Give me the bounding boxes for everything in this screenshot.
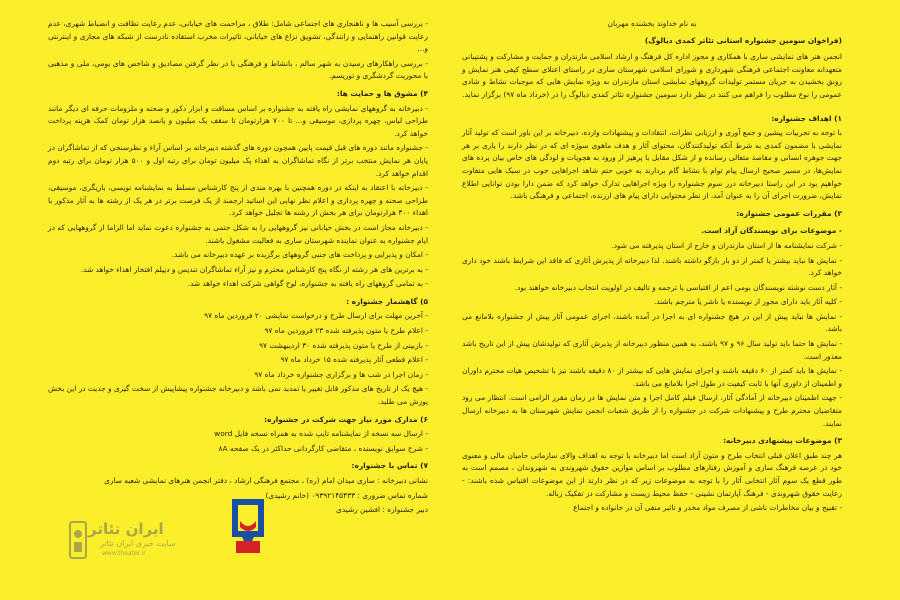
list-item: - جهت اطمینان دبیرخانه از آمادگی آثار، ارسال فیلم کامل اجرا و متن نمایش ها در زمان مقرر الزامی است. انتظار می رود متقاضیان محترم طرح و پیشنهادات شرکت در جشنواره را از طریق شعبات انجمن نمایش شهرستان ها به دبیرخانه ارسال نمایند.: [462, 393, 842, 428]
section-5-title: ۵) گاهشمار جشنواره :: [346, 296, 428, 306]
site-watermark: [66, 518, 196, 564]
section-1-title: ۱) اهداف جشنواره:: [771, 113, 842, 123]
list-item: - بررسی راهکارهای رسیدن به شهر سالم ، بانشاط و فرهنگی با در نظر گرفتن مصادیق و شاخص های بومی، ملی و مذهبی با محوریت گردشگری و توریسم.: [48, 58, 428, 81]
logo-icon: [228, 497, 268, 557]
intro-paragraph: انجمن هنر های نمایشی ساری با همکاری و مجوز اداره کل فرهنگ و ارشاد اسلامی مازندران و حمایت و مشارکت و پشتیبانی متعهدانه معاونت اجتماعی فرهنگی شهرداری و شورای اسلامی شهرستان ساری در راستای اعتلای سطح کیفی هنر نمایش و رونق بخشیدن به جریان مستمر تولیدات گروههای نمایشی استان مازندران به ویژه نمایش هایی که موجبات نشاط و شادی عمومی را نوع مطلوب را فراهم می کنند در نظر دارد سومین جشنواره تئاتر کمدی دیالوگ را در (خرداد ماه ۹۷) برگزار نماید.: [462, 52, 842, 99]
section-7-title: ۷) تماس با جشنواره:: [351, 461, 428, 471]
contact-phone: شماره تماس ضروری : ۰۹۳۹۲۱۴۵۴۳۳ (خانم رشیدی): [265, 490, 428, 500]
festival-secretary: دبیر جشنواره : افشین رشیدی: [336, 505, 428, 515]
contact-address: نشانی دبیرخانه : ساری میدان امام (ره) ، مجتمع فرهنگی ارشاد ، دفتر انجمن هنرهای نمایشی شعبه ساری: [104, 476, 428, 485]
section-3-body: هر چند طبق اعلان قبلی انتخاب طرح و متون آزاد است اما دبیرخانه با توجه به اهداف والای سازمانی حامیان مالی و معنوی خود در عرصه فرهنگ سازی و آموزش رفتارهای مطلوب بر اساس موازین حقوق شهروندی به شهروندان ، مصمم است به طور قطع یک سوم آثار انتخابی آثار را با توجه به موضوعات زیر که در نظر دارند از این موضوعات اقتباس شده باشند: - رعایت حقوق شهروندی - فرهنگ آپارتمان نشینی - حفظ محیط زیست و مشارکت در تفکیک زباله.: [462, 450, 842, 498]
list-item: - ارسال سه نسخه از نمایشنامه تایپ شده به همراه نسخه فایل word: [214, 429, 428, 439]
list-item: - نمایش ها نباید پیش از این در هیچ جشنواره ای به اجرا در آمده باشند، اجرای عمومی آثار پیش از جشنواره بلامانع می باشد.: [462, 311, 842, 334]
list-item: - نمایش ها نباید بیشتر یا کمتر از دو بار بازگو داشته باشند. لذا دبیرخانه از پذیرش آثاری که فاقد این شرایط باشند خود داری خواهد کرد.: [462, 255, 842, 278]
section-1-body: با توجه به تجربیات پیشین و جمع آوری و ارزیابی نظرات، انتقادات و پیشنهادات وارده، دبیرخانه بر این باور است که تولید آثار نمایشی با مضمون کمدی به شرط آنکه تولیدکنندگان، محتوای آثار و هدف ماهوی سوژه ای که در نظر دارند را یاری بر هر جهت جوهره انسانی و مقاصد متعالی رسانده و از شکل مقابل با پرهیز از ورود به هجویات و لودگی های خاص بیان پرده های نمایش‌ها،‌ در مسیر صحیح ارسال پیام توام با نشاط گام بردارند به خوبی حتم شاهد اجراهایی خوب در سبک هایی متفاوت خواهیم بود در این راستا دبیرخانه درر سوم جشنواره را ویژه اجراهایی تدارک خواهد کرد که ضمن دارا بودن توانایی اطلاع نمایش، ضرورت اجرای آن را به عنوان آمد، از نظر محتوایی دارای پیام های ارزنده، اجتماعی و فرهنگی باشد.: [462, 128, 842, 201]
list-item: - آثار دست نوشته نویسندگان بومی اعم از اقتباسی یا ترجمه و تالیف در اولویت انتخاب دبیرخانه خواهند بود.: [514, 282, 842, 292]
list-item: - شرح سوابق نویسنده ، متقاضی کارگردانی حداکثر در یک صفحه ۸A: [218, 443, 428, 453]
watermark-title: ایران تئاتر: [88, 520, 164, 538]
list-item: - نمایش ها باید کمتر از ۶۰ دقیقه باشند و اجرای نمایش هایی که بیشتر از ۸۰ دقیقه باشند نیز با تشخیص هیات محترم داوران و اطمینان از داوری آنها با ثابت کیفیت در طول اجرا بلامانع می باشد.: [462, 366, 842, 388]
section-6-title: ۶) مدارک مورد نیاز جهت شرکت در جشنواره:: [264, 414, 428, 424]
watermark-subtitle: سایت خبری ایران تئاتر: [100, 539, 176, 548]
section-3-last: - تقبیح و بیان مخاطرات ناشی از مصرف مواد مخدر و تاثیر منفی آن در خانواده و اجتماع: [573, 503, 842, 513]
list-item: - اعلام قطعی آثار پذیرفته شده ۱۵ خرداد ماه ۹۷: [280, 355, 428, 365]
section-3-title: ۳) موضوعات پیشنهادی دبیرخانه:: [723, 436, 842, 446]
list-item: - به تمامی گروههای راه یافته به جشنواره، لوح گواهی شرکت اهداء خواهد شد.: [187, 279, 428, 289]
festival-title: (فراخوان سومین جشنواره استانی تئاتر کمدی دیالوگ): [644, 35, 842, 45]
list-item: - بازبینی از طرح یا متون پذیرفته شده ۳۰ اردیبهشت ۹۷: [259, 340, 428, 350]
list-item: - بررسی آسیب ها و ناهنجاری های اجتماعی شامل: طلاق ، مزاحمت های خیابانی، عدم رعایت نظافت و انضباط شهری، عدم رعایت قوانین راهنمایی و رانندگی، تشویق نزاع های خیابانی، تاثیرات مخرب استفاده نادرست از شبکه های مجازی و اینترنتی و...: [48, 19, 428, 54]
list-item: - هیچ یک از تاریخ های مذکور قابل تغییر یا تمدید نمی باشد و دبیرخانه جشنواره پیشاپیش از سخت گیری و جدیت در این بخش پوزش می طلبد.: [48, 384, 428, 407]
list-item: - امکان و پذیرایی و پرداخت های جنبی گروههای برگزیده بر عهده دبیرخانه می باشد.: [171, 250, 428, 260]
section-2-title: ۲) مقررات عمومی جشنواره:: [736, 208, 842, 218]
left-column: [48, 18, 428, 519]
theater-mask-icon: [66, 518, 90, 562]
list-item: - کلیه آثار باید دارای مجوز از نویسنده یا ناشر یا مترجم باشند.: [653, 297, 842, 307]
list-item: - جشنواره مانند دوره های قبل قیمت پایین همچون دوره های گذشته دبیرخانه بر اساس آراء و نظرسنجی که از تماشاگران در پایان هر نمایش منتخب برتر از نگاه تماشاگران به اهداء یک میلیون تومان برای رتبه اول و ۵۰۰ هزار تومان برای رتبه دوم اقدام خواهد کرد.: [48, 143, 429, 178]
list-item: - آخرین مهلت برای ارسال طرح و درخواست نمایشی ۲۰ فروردین ماه ۹۷: [204, 311, 428, 321]
festival-logo: [228, 497, 268, 557]
list-item: - نمایش ها حتما باید تولید سال ۹۶ و ۹۷ باشند، به همین منظور دبیرخانه از پذیرش آثاری که تولیدشان پیش از این تاریخ باشد معذور است.: [462, 339, 842, 361]
list-item: - دبیرخانه مجاز است در بخش خیابانی نیز گروههایی را به شکل حتمی به جشنواره دعوت نماید اما الزاما از گروههایی که در ایام جشنواره به عنوان نماینده شهرستان ساری به فعالیت مشغول باشند.: [48, 222, 428, 245]
section-4-title: ۴) مشوق ها و حمایت ها:: [336, 88, 428, 98]
list-item: - زمان اجرا در شب ها و برگزاری جشنواره خرداد ماه ۹۷: [254, 369, 428, 379]
list-item: - اعلام طرح یا متون پذیرفته شده ۲۳ فروردین ماه ۹۷: [264, 326, 428, 336]
section-2-subtitle: - موضوعات برای نویسندگان آزاد است.: [701, 226, 842, 236]
list-item: - دبیرخانه به گروههای نمایشی راه یافته به جشنواره بر اساس مسافت و ابزار دکور و صحنه و ملزومات حرفه ای دیگر مانند طراحی لباس، چهره پردازی، موسیقی و... تا ۷۰۰ هزارتومان تا سقف یک میلیون و پانصد هزار تومان کمک هزینه پرداخت خواهد کرد.: [48, 103, 429, 138]
bismillah: به نام خداوند بخشنده مهربان: [607, 19, 697, 28]
list-item: - به برترین های هر رشته از نگاه پنج کارشناس محترم و نیز آراء تماشاگران تندیس و دیپلم افتخار اهداء خواهد شد.: [80, 264, 428, 274]
list-item: - شرکت نمایشنامه ها از استان مازندران و خارج از استان پذیرفته می شود.: [611, 240, 842, 250]
watermark-url: www.theater.ir: [102, 550, 146, 557]
list-item: - دبیرخانه با اعتقاد به اینکه در دوره همچنین با بهره مندی از پنج کارشناس مسلط به نمایشنامه نویسی، بازیگری، موسیقی، طراحی صحنه و چهره پردازی و اعلام نظر نهایی این اساتید ارجمند از یک فرصت برتر در هر یک از رشته ها به آثار مذکور با اهداء ۳۰۰ هزارتومان برای هر بخش از رشته ها تجلیل خواهد کرد.: [48, 183, 428, 218]
right-column: [462, 18, 842, 517]
